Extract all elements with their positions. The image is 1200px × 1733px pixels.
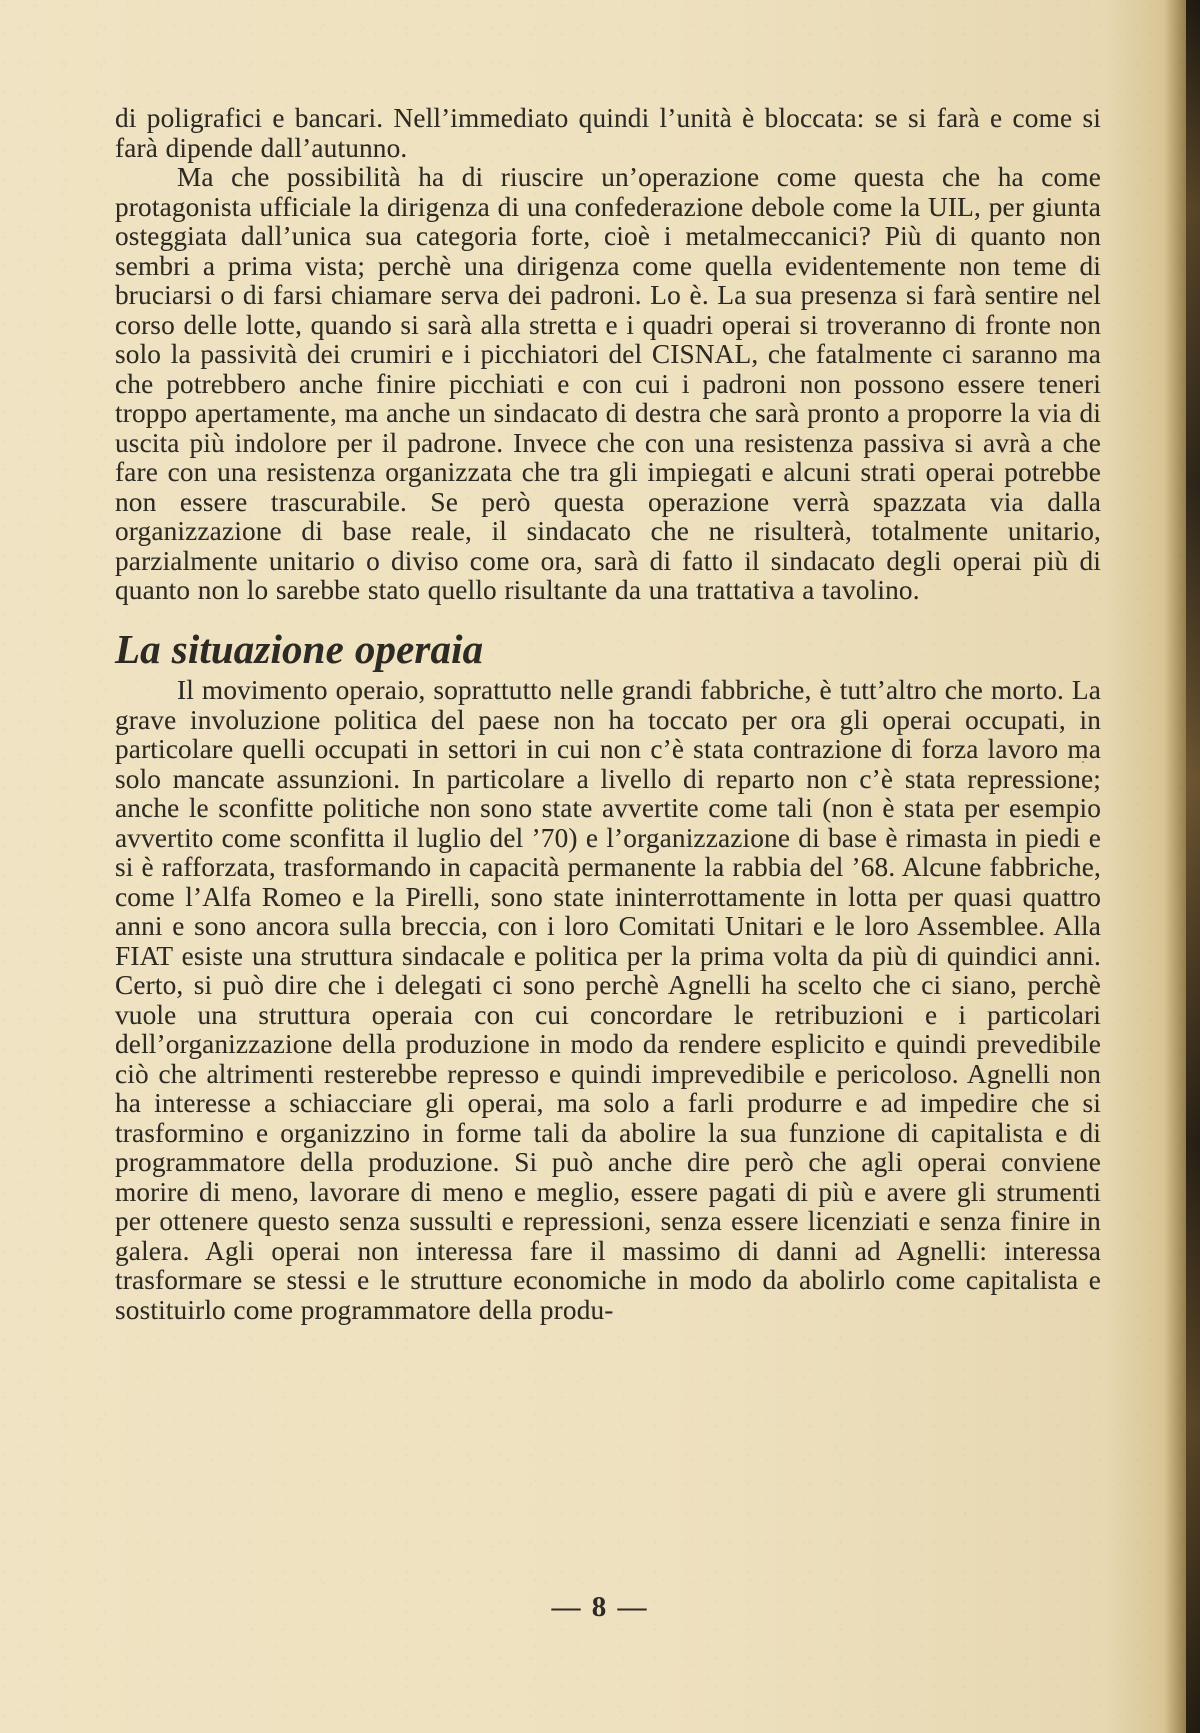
section-heading: La situazione operaia — [115, 626, 484, 672]
paragraph-union-operation: Ma che possibilità ha di riuscire un’operazione come questa che ha come protagonista ufficiale la dirigenza di una confederazione debole come la UIL, per giunta osteggiata dall’unica sua categoria forte, cioè i metalmeccanici? Più di quanto non sembri a prima vista; perchè una dirigenza come quella evidentemente non teme di bruciarsi o di farsi chiamare serva dei padroni. Lo è. La sua presenza si farà sentire nel corso delle lotte, quando si sarà alla stretta e i quadri operai si troveranno di fronte non solo la passività dei crumiri e i picchiatori del CISNAL, che fatalmente ci saranno ma che potrebbero anche finire picchiati e con cui i padroni non possono essere teneri troppo apertamente, ma anche un sindacato di destra che sarà pronto a proporre la via di uscita più indolore per il padrone. Invece che con una resistenza passiva si avrà a che fare con una resistenza organizzata che tra gli impiegati e alcuni strati operai potrebbe non essere trascurabile. Se però questa operazione verrà spazzata via dalla organizzazione di base reale, il sindacato che ne risulterà, totalmente unitario, parzialmente unitario o diviso come ora, sarà di fatto il sindacato degli operai più di quanto non lo sarebbe stato quello risultante da una trattativa a tavolino. — [115, 162, 1101, 605]
page-edge-shadow — [1186, 0, 1200, 1733]
document-body — [115, 104, 1101, 1325]
paragraph-worker-situation: Il movimento operaio, soprattutto nelle grandi fabbriche, è tutt’altro che morto. La grave involuzione politica del paese non ha toccato per ora gli operai occupati, in particolare quelli occupati in settori in cui non c’è stata contrazione di forza lavoro ma solo mancate assunzioni. In particolare a livello di reparto non c’è stata repressione; anche le sconfitte politiche non sono state avvertite come tali (non è stata per esempio avvertito come sconfitta il luglio del ’70) e l’organizzazione di base è rimasta in piedi e si è rafforzata, trasformando in capacità permanente la rabbia del ’68. Alcune fabbriche, come l’Alfa Romeo e la Pirelli, sono state ininterrottamente in lotta per quasi quattro anni e sono ancora sulla breccia, con i loro Comitati Unitari e le loro Assemblee. Alla FIAT esiste una struttura sindacale e politica per la prima volta da più di quindici anni. Certo, si può dire che i delegati ci sono perchè Agnelli ha scelto che ci siano, perchè vuole una struttura operaia con cui concordare le retribuzioni e i particolari dell’organizzazione della produzione in modo da rendere esplicito e quindi prevedibile ciò che altrimenti resterebbe represso e quindi imprevedibile e pericoloso. Agnelli non ha interesse a schiacciare gli operai, ma solo a farli produrre e ad impedire che si trasformino e organizzino in forme tali da abolire la sua funzione di capitalista e di programmatore della produzione. Si può anche dire però che agli operai conviene morire di meno, lavorare di meno e meglio, essere pagati di più e avere gli strumenti per ottenere questo senza sussulti e repressioni, senza essere licenziati e senza finire in galera. Agli operai non interessa fare il massimo di danni ad Agnelli: interessa trasformare se stessi e le strutture economiche in modo da abolirlo come capitalista e sostituirlo come programmatore della produ- — [115, 675, 1101, 1325]
opening-paragraph: di poligrafici e bancari. Nell’immediato quindi l’unità è bloccata: se si farà e come si farà dipende dall’autunno. — [115, 103, 1101, 163]
page-number: — 8 — — [551, 1591, 649, 1623]
